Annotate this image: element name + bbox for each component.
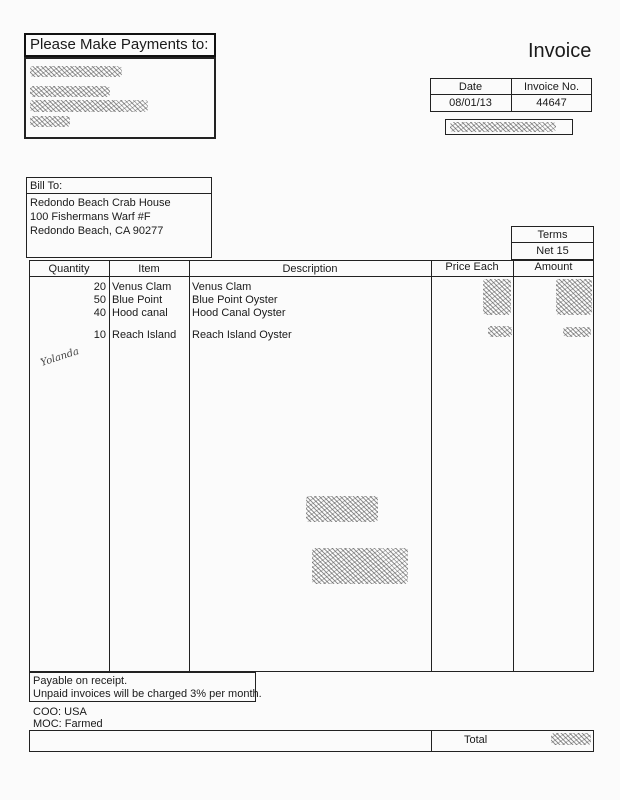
invoice-no-label: Invoice No. bbox=[523, 81, 580, 93]
header-price-each: Price Each bbox=[445, 261, 499, 273]
row-1-item: Venus Clam bbox=[112, 281, 172, 293]
header-item: Item bbox=[138, 263, 160, 275]
row-4-description: Reach Island Oyster bbox=[192, 329, 292, 341]
redacted-amount-row-4 bbox=[563, 327, 591, 337]
redacted-address-line-3 bbox=[30, 100, 148, 112]
terms-value: Net 15 bbox=[536, 245, 569, 257]
row-4-item: Reach Island bbox=[112, 329, 177, 341]
coo-text: COO: USA bbox=[33, 706, 87, 718]
col-divider-3 bbox=[431, 260, 432, 672]
line-items-table bbox=[29, 260, 594, 672]
total-label: Total bbox=[464, 734, 488, 746]
bill-to-label: Bill To: bbox=[30, 180, 63, 192]
header-quantity: Quantity bbox=[48, 263, 90, 275]
redacted-address-line-4 bbox=[30, 116, 70, 127]
redacted-po-text bbox=[450, 122, 556, 132]
col-divider-1 bbox=[109, 260, 110, 672]
redacted-price-row-4 bbox=[488, 326, 512, 337]
col-divider-4 bbox=[513, 260, 514, 672]
row-2-quantity: 50 bbox=[93, 294, 106, 306]
bill-to-line-3: Redondo Beach, CA 90277 bbox=[30, 225, 164, 237]
row-3-quantity: 40 bbox=[93, 307, 106, 319]
handwritten-note: Yolanda bbox=[39, 346, 81, 369]
row-2-item: Blue Point bbox=[112, 294, 163, 306]
table-header-divider bbox=[29, 276, 594, 277]
redacted-address-line-2 bbox=[30, 86, 110, 97]
invoice-title: Invoice bbox=[528, 40, 592, 62]
bill-to-divider bbox=[26, 193, 212, 194]
header-description: Description bbox=[282, 263, 338, 275]
row-3-description: Hood Canal Oyster bbox=[192, 307, 286, 319]
row-1-quantity: 20 bbox=[93, 281, 106, 293]
invoice-no-value: 44647 bbox=[536, 97, 567, 109]
pay-to-heading: Please Make Payments to: bbox=[30, 36, 209, 53]
total-divider bbox=[431, 730, 432, 752]
col-divider-2 bbox=[189, 260, 190, 672]
total-box bbox=[29, 730, 594, 752]
terms-divider bbox=[511, 242, 594, 243]
notes-line-1: Payable on receipt. bbox=[33, 675, 128, 687]
bill-to-line-2: 100 Fishermans Warf #F bbox=[30, 211, 151, 223]
redacted-total-amount bbox=[551, 733, 591, 745]
redacted-address-line-1 bbox=[30, 66, 122, 77]
row-1-description: Venus Clam bbox=[192, 281, 252, 293]
redacted-amount-block bbox=[556, 279, 592, 315]
date-label: Date bbox=[458, 81, 483, 93]
bill-to-line-1: Redondo Beach Crab House bbox=[30, 197, 171, 209]
terms-label: Terms bbox=[537, 229, 568, 241]
redacted-price-block bbox=[483, 279, 511, 315]
row-2-description: Blue Point Oyster bbox=[192, 294, 278, 306]
row-3-item: Hood canal bbox=[112, 307, 168, 319]
redacted-signature-1 bbox=[306, 496, 378, 522]
date-value: 08/01/13 bbox=[449, 97, 492, 109]
notes-line-2: Unpaid invoices will be charged 3% per month. bbox=[33, 688, 262, 700]
moc-text: MOC: Farmed bbox=[33, 718, 103, 730]
row-4-quantity: 10 bbox=[93, 329, 106, 341]
header-amount: Amount bbox=[534, 261, 573, 273]
redacted-signature-2 bbox=[312, 548, 408, 584]
